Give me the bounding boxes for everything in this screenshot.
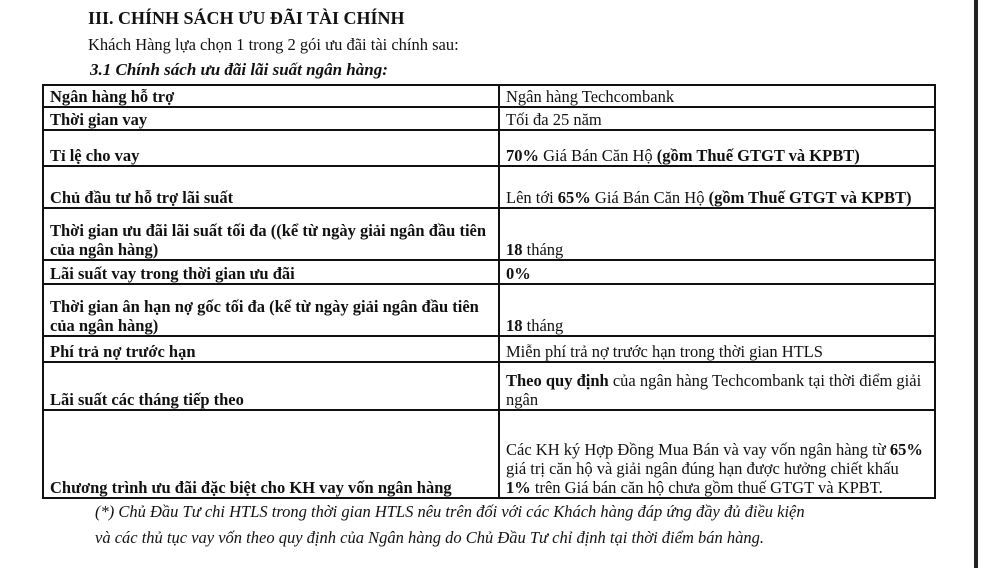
row-value [499, 260, 935, 284]
subsection-heading: 3.1 Chính sách ưu đãi lãi suất ngân hàng: [90, 60, 388, 79]
table-row [43, 208, 935, 260]
row-value [499, 208, 935, 260]
row-label: Lãi suất vay trong thời gian ưu đãi [43, 260, 499, 284]
footnote-line-1: (*) Chủ Đầu Tư chi HTLS trong thời gian HTLS nêu trên đối với các Khách hàng đáp ứng đầy đủ điều kiện [95, 502, 805, 521]
value-segment: (gồm Thuế GTGT và KPBT) [656, 146, 860, 165]
value-segment: 65% [557, 188, 591, 207]
value-segment: 1% [506, 478, 531, 497]
value-segment: tháng [522, 240, 564, 259]
row-value [499, 284, 935, 336]
footnote-line-2: và các thủ tục vay vốn theo quy định của Ngân hàng do Chủ Đầu Tư chỉ định tại thời điểm bán hàng. [95, 528, 765, 547]
intro-text: Khách Hàng lựa chọn 1 trong 2 gói ưu đãi tài chính sau: [88, 35, 459, 54]
table-row [43, 166, 935, 208]
value-segment: Ngân hàng Techcombank [506, 87, 675, 106]
table-row [43, 284, 935, 336]
row-value [499, 166, 935, 208]
value-segment: 65% [889, 440, 923, 459]
row-value [499, 85, 935, 107]
row-label: Thời gian ưu đãi lãi suất tối đa ((kể từ ngày giải ngân đầu tiên của ngân hàng) [43, 208, 499, 260]
row-label: Thời gian vay [43, 107, 499, 130]
value-segment: (gồm Thuế GTGT và KPBT) [708, 188, 912, 207]
value-segment: 18 [506, 240, 523, 259]
value-segment: 70% [506, 146, 539, 165]
value-segment: trên Giá bán căn hộ chưa gồm thuế GTGT và KPBT. [530, 478, 883, 497]
table-row [43, 85, 935, 107]
loan-policy-table [42, 84, 936, 499]
row-value [499, 410, 935, 498]
value-segment: Giá Bán Căn Hộ [539, 146, 657, 165]
row-label: Tỉ lệ cho vay [43, 130, 499, 166]
row-value [499, 336, 935, 362]
row-value [499, 130, 935, 166]
value-segment: Theo quy định [506, 371, 609, 390]
value-segment: Giá Bán Căn Hộ [590, 188, 709, 207]
value-segment: Miễn phí trả nợ trước hạn trong thời gian HTLS [506, 342, 823, 361]
row-label: Lãi suất các tháng tiếp theo [43, 362, 499, 410]
value-segment: của ngân hàng Techcombank tại thời điểm giải ngân [506, 371, 922, 409]
table-row [43, 260, 935, 284]
table-row [43, 107, 935, 130]
value-segment: Các KH ký Hợp Đồng Mua Bán và vay vốn ngân hàng từ [506, 440, 890, 459]
value-segment: Tối đa 25 năm [506, 110, 602, 129]
value-segment: 0% [506, 264, 531, 283]
table-row [43, 362, 935, 410]
page-edge-divider [974, 0, 978, 568]
row-label: Chương trình ưu đãi đặc biệt cho KH vay vốn ngân hàng [43, 410, 499, 498]
table-row [43, 336, 935, 362]
table-row [43, 410, 935, 498]
row-label: Ngân hàng hỗ trợ [43, 85, 499, 107]
row-label: Chủ đầu tư hỗ trợ lãi suất [43, 166, 499, 208]
value-segment: giá trị căn hộ và giải ngân đúng hạn được hưởng chiết khấu [506, 459, 899, 478]
row-value [499, 107, 935, 130]
value-segment: 18 [506, 316, 523, 335]
value-segment: tháng [522, 316, 564, 335]
row-value [499, 362, 935, 410]
row-label: Phí trả nợ trước hạn [43, 336, 499, 362]
value-segment: Lên tới [506, 188, 558, 207]
table-row [43, 130, 935, 166]
row-label: Thời gian ân hạn nợ gốc tối đa (kể từ ngày giải ngân đầu tiên của ngân hàng) [43, 284, 499, 336]
section-heading: III. CHÍNH SÁCH ƯU ĐÃI TÀI CHÍNH [88, 8, 405, 28]
